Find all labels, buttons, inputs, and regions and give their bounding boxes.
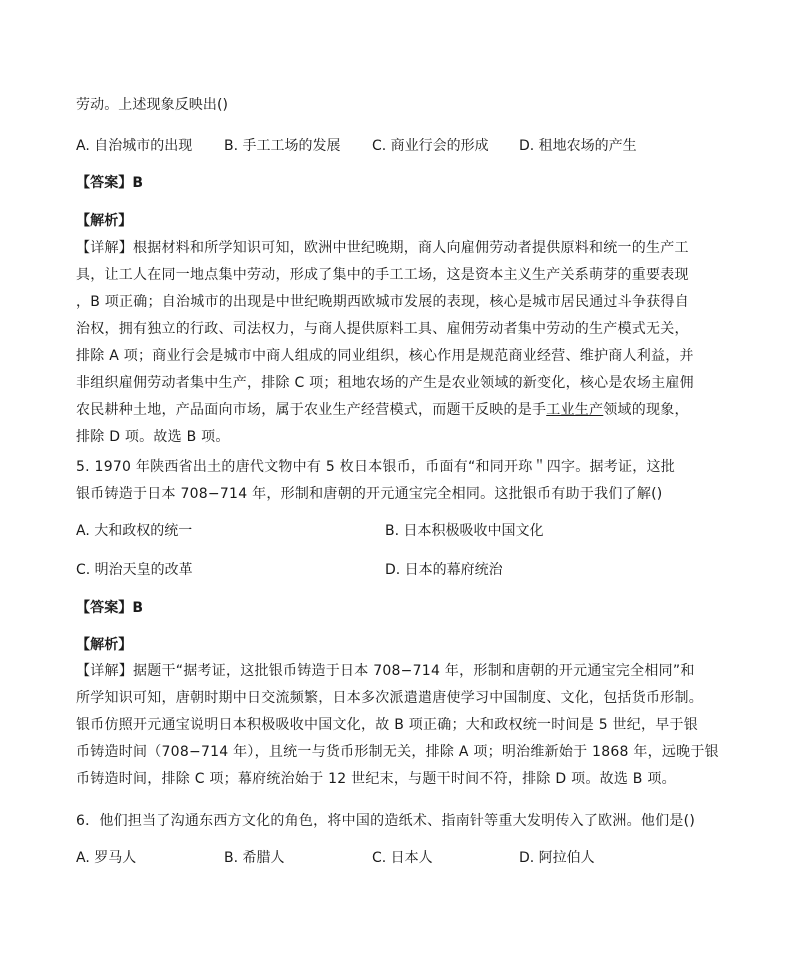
q4-option-c: C. 商业行会的形成 xyxy=(372,138,489,154)
q5-option-b: B. 日本积极吸收中国文化 xyxy=(385,523,544,539)
q5-option-c: C. 明治天皇的改革 xyxy=(76,562,193,578)
q4-option-d: D. 租地农场的产生 xyxy=(519,138,637,154)
q5-analysis-line: 币铸造时间，排除 C 项；幕府统治始于 12 世纪末，与题干时间不符，排除 D 项。故选 B 项。 xyxy=(76,771,676,787)
q4-analysis-line: 【详解】根据材料和所学知识可知，欧洲中世纪晚期，商人向雇佣劳动者提供原料和统一的生产工 xyxy=(76,240,689,256)
q5-stem-line: 银币铸造于日本 708−714 年，形制和唐朝的开元通宝完全相同。这批银币有助于我们了解() xyxy=(76,486,663,502)
q5-analysis-heading: 【解析】 xyxy=(76,637,133,653)
q4-analysis-line: 排除 A 项；商业行会是城市中商人组成的同业组织，核心作用是规范商业经营、维护商人利益，并 xyxy=(76,348,694,364)
q4-analysis-line: ，B 项正确；自治城市的出现是中世纪晚期西欧城市发展的表现，核心是城市居民通过斗争获得自 xyxy=(76,294,690,310)
q4-analysis-line xyxy=(76,400,716,420)
q6-option-d: D. 阿拉伯人 xyxy=(519,850,595,866)
q4-analysis-text: 农民耕种土地，产品面向市场，属于农业生产经营模式，而题干反映的是手 xyxy=(76,402,547,418)
q4-analysis-heading: 【解析】 xyxy=(76,213,133,229)
q6-option-b: B. 希腊人 xyxy=(224,850,285,866)
q5-stem-line: 5. 1970 年陕西省出土的唐代文物中有 5 枚日本银币，币面有“和同开珎＂四字。据考证，这批 xyxy=(76,459,675,475)
q5-analysis-line: 银币仿照开元通宝说明日本积极吸收中国文化，故 B 项正确；大和政权统一时间是 5 世纪，早于银 xyxy=(76,717,699,733)
q6-stem: 6．他们担当了沟通东西方文化的角色，将中国的造纸术、指南针等重大发明传入了欧洲。他们是() xyxy=(76,813,696,829)
q4-analysis-line: 排除 D 项。故选 B 项。 xyxy=(76,429,230,445)
q5-analysis-line: 币铸造时间（708−714 年），且统一与货币形制无关，排除 A 项；明治维新始于 1868 年，远晚于银 xyxy=(76,744,719,760)
q4-analysis-text: 领域的现象， xyxy=(603,402,689,418)
q5-option-a: A. 大和政权的统一 xyxy=(76,523,193,539)
q4-analysis-line: 非组织雇佣劳动者集中生产，排除 C 项；租地农场的产生是农业领域的新变化，核心是农场主雇佣 xyxy=(76,375,694,391)
q4-analysis-line: 治权，拥有独立的行政、司法权力，与商人提供原料工具、雇佣劳动者集中劳动的生产模式无关， xyxy=(76,321,689,337)
q4-option-a: A. 自治城市的出现 xyxy=(76,138,193,154)
q5-answer: 【答案】B xyxy=(76,600,144,616)
q5-analysis-line: 【详解】据题干“据考证，这批银币铸造于日本 708−714 年，形制和唐朝的开元通宝完全相同”和 xyxy=(76,663,695,679)
q5-analysis-line: 所学知识可知，唐朝时期中日交流频繁，日本多次派遣遣唐使学习中国制度、文化，包括货币形制。 xyxy=(76,690,703,706)
q4-analysis-line: 具，让工人在同一地点集中劳动，形成了集中的手工工场，这是资本主义生产关系萌芽的重要表现 xyxy=(76,267,689,283)
q4-stem-tail: 劳动。上述现象反映出() xyxy=(76,97,229,113)
q4-option-b: B. 手工工场的发展 xyxy=(224,138,341,154)
q6-option-a: A. 罗马人 xyxy=(76,850,137,866)
underlined-term: 工业生产 xyxy=(546,402,604,418)
q5-option-d: D. 日本的幕府统治 xyxy=(385,562,503,578)
q4-answer: 【答案】B xyxy=(76,175,144,191)
q6-option-c: C. 日本人 xyxy=(372,850,433,866)
